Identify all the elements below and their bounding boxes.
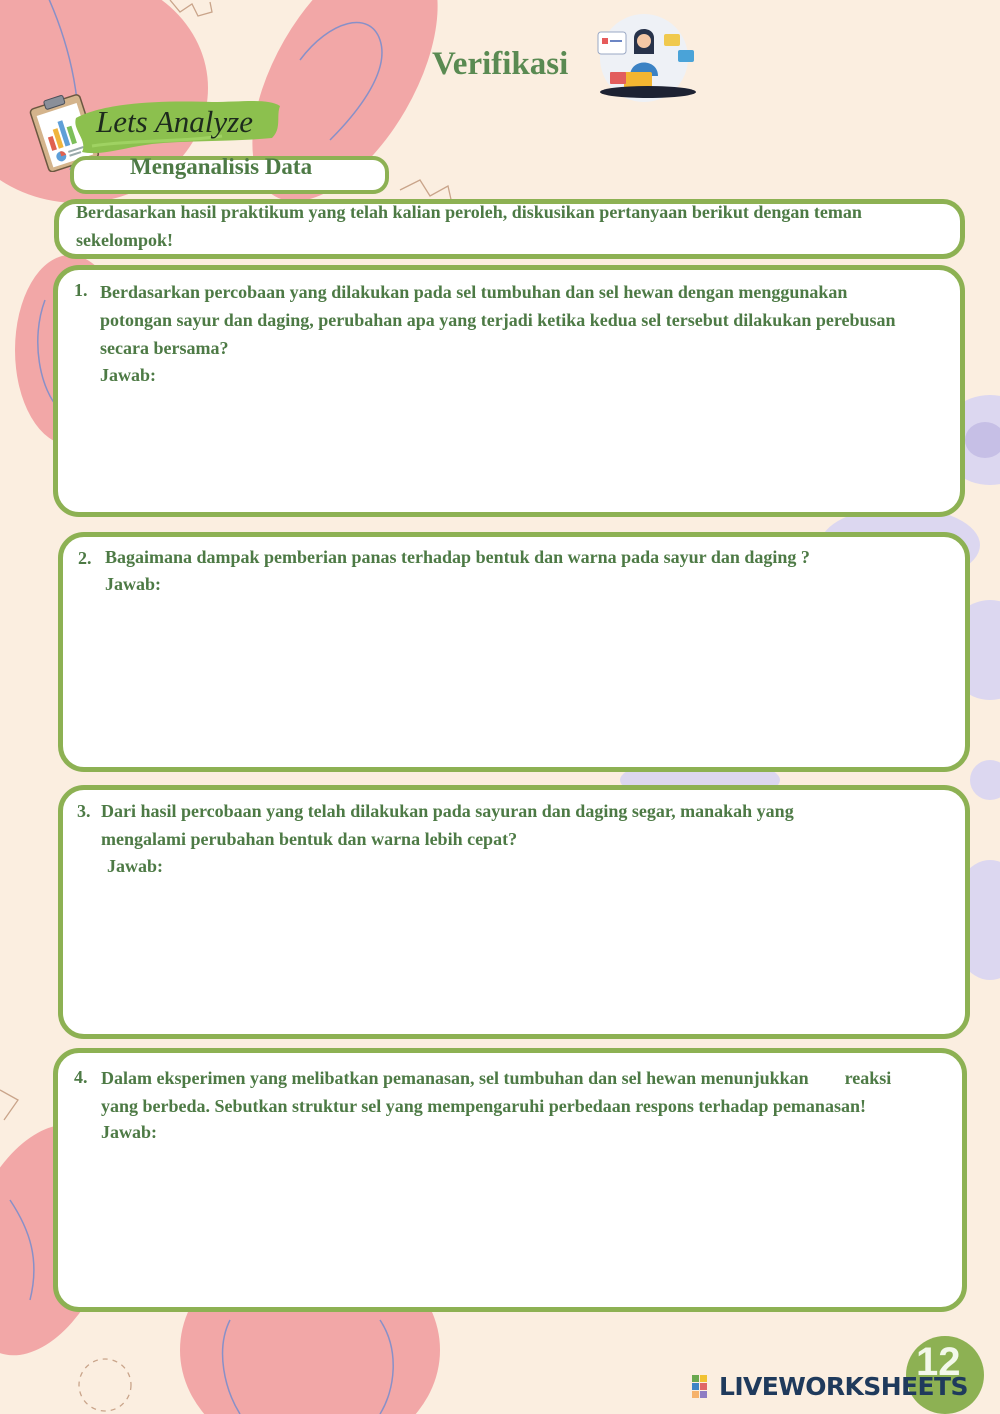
page-title: Verifikasi (432, 46, 569, 82)
question-1-line-2: potongan sayur dan daging, perubahan apa yang terjadi ketika kedua sel tersebut dilakukan perebusan (100, 310, 896, 330)
liveworksheets-logo-icon (692, 1375, 716, 1399)
question-1-answer-area[interactable] (100, 392, 940, 502)
question-1-line-1: Berdasarkan percobaan yang dilakukan pada sel tumbuhan dan sel hewan dengan menggunakan (100, 282, 848, 302)
question-4-answer-label: Jawab: (101, 1122, 158, 1142)
liveworksheets-text: LIVEWORKSHEETS (719, 1372, 968, 1401)
section-label: Lets Analyze (96, 104, 253, 139)
question-3-line-2: mengalami perubahan bentuk dan warna lebih cepat? (101, 829, 518, 849)
question-4-number: 4. (74, 1067, 88, 1087)
liveworksheets-watermark[interactable] (692, 1372, 968, 1401)
question-2-number: 2. (78, 548, 92, 568)
question-2-line-1: Bagaimana dampak pemberian panas terhadap bentuk dan warna pada sayur dan daging ? (105, 547, 810, 567)
intro-text: Berdasarkan hasil praktikum yang telah kalian peroleh, diskusikan pertanyaan berikut dengan teman sekelompok! (76, 202, 862, 250)
question-1-line-3: secara bersama? (100, 338, 229, 358)
question-1-number: 1. (74, 280, 88, 300)
question-1-answer-label: Jawab: (100, 365, 157, 385)
question-3-answer-area[interactable] (105, 884, 945, 1019)
question-2-answer-label: Jawab: (105, 574, 162, 594)
question-4-line-2: yang berbeda. Sebutkan struktur sel yang mempengaruhi perbedaan respons terhadap pemanasan! (101, 1096, 866, 1116)
question-4-answer-area[interactable] (101, 1150, 946, 1295)
question-3-line-1: Dari hasil percobaan yang telah dilakukan pada sayuran dan daging segar, manakah yang (101, 801, 794, 821)
office-worker-illustration (586, 14, 702, 102)
page-number: 12 (916, 1340, 961, 1384)
question-3-answer-label: Jawab: (107, 856, 164, 876)
question-3-number: 3. (77, 801, 91, 821)
subtitle-text: Menganalisis Data (130, 154, 313, 179)
question-2-answer-area[interactable] (105, 600, 945, 750)
question-4-line-1: Dalam eksperimen yang melibatkan pemanasan, sel tumbuhan dan sel hewan menunjukkan reaksi (101, 1068, 892, 1088)
